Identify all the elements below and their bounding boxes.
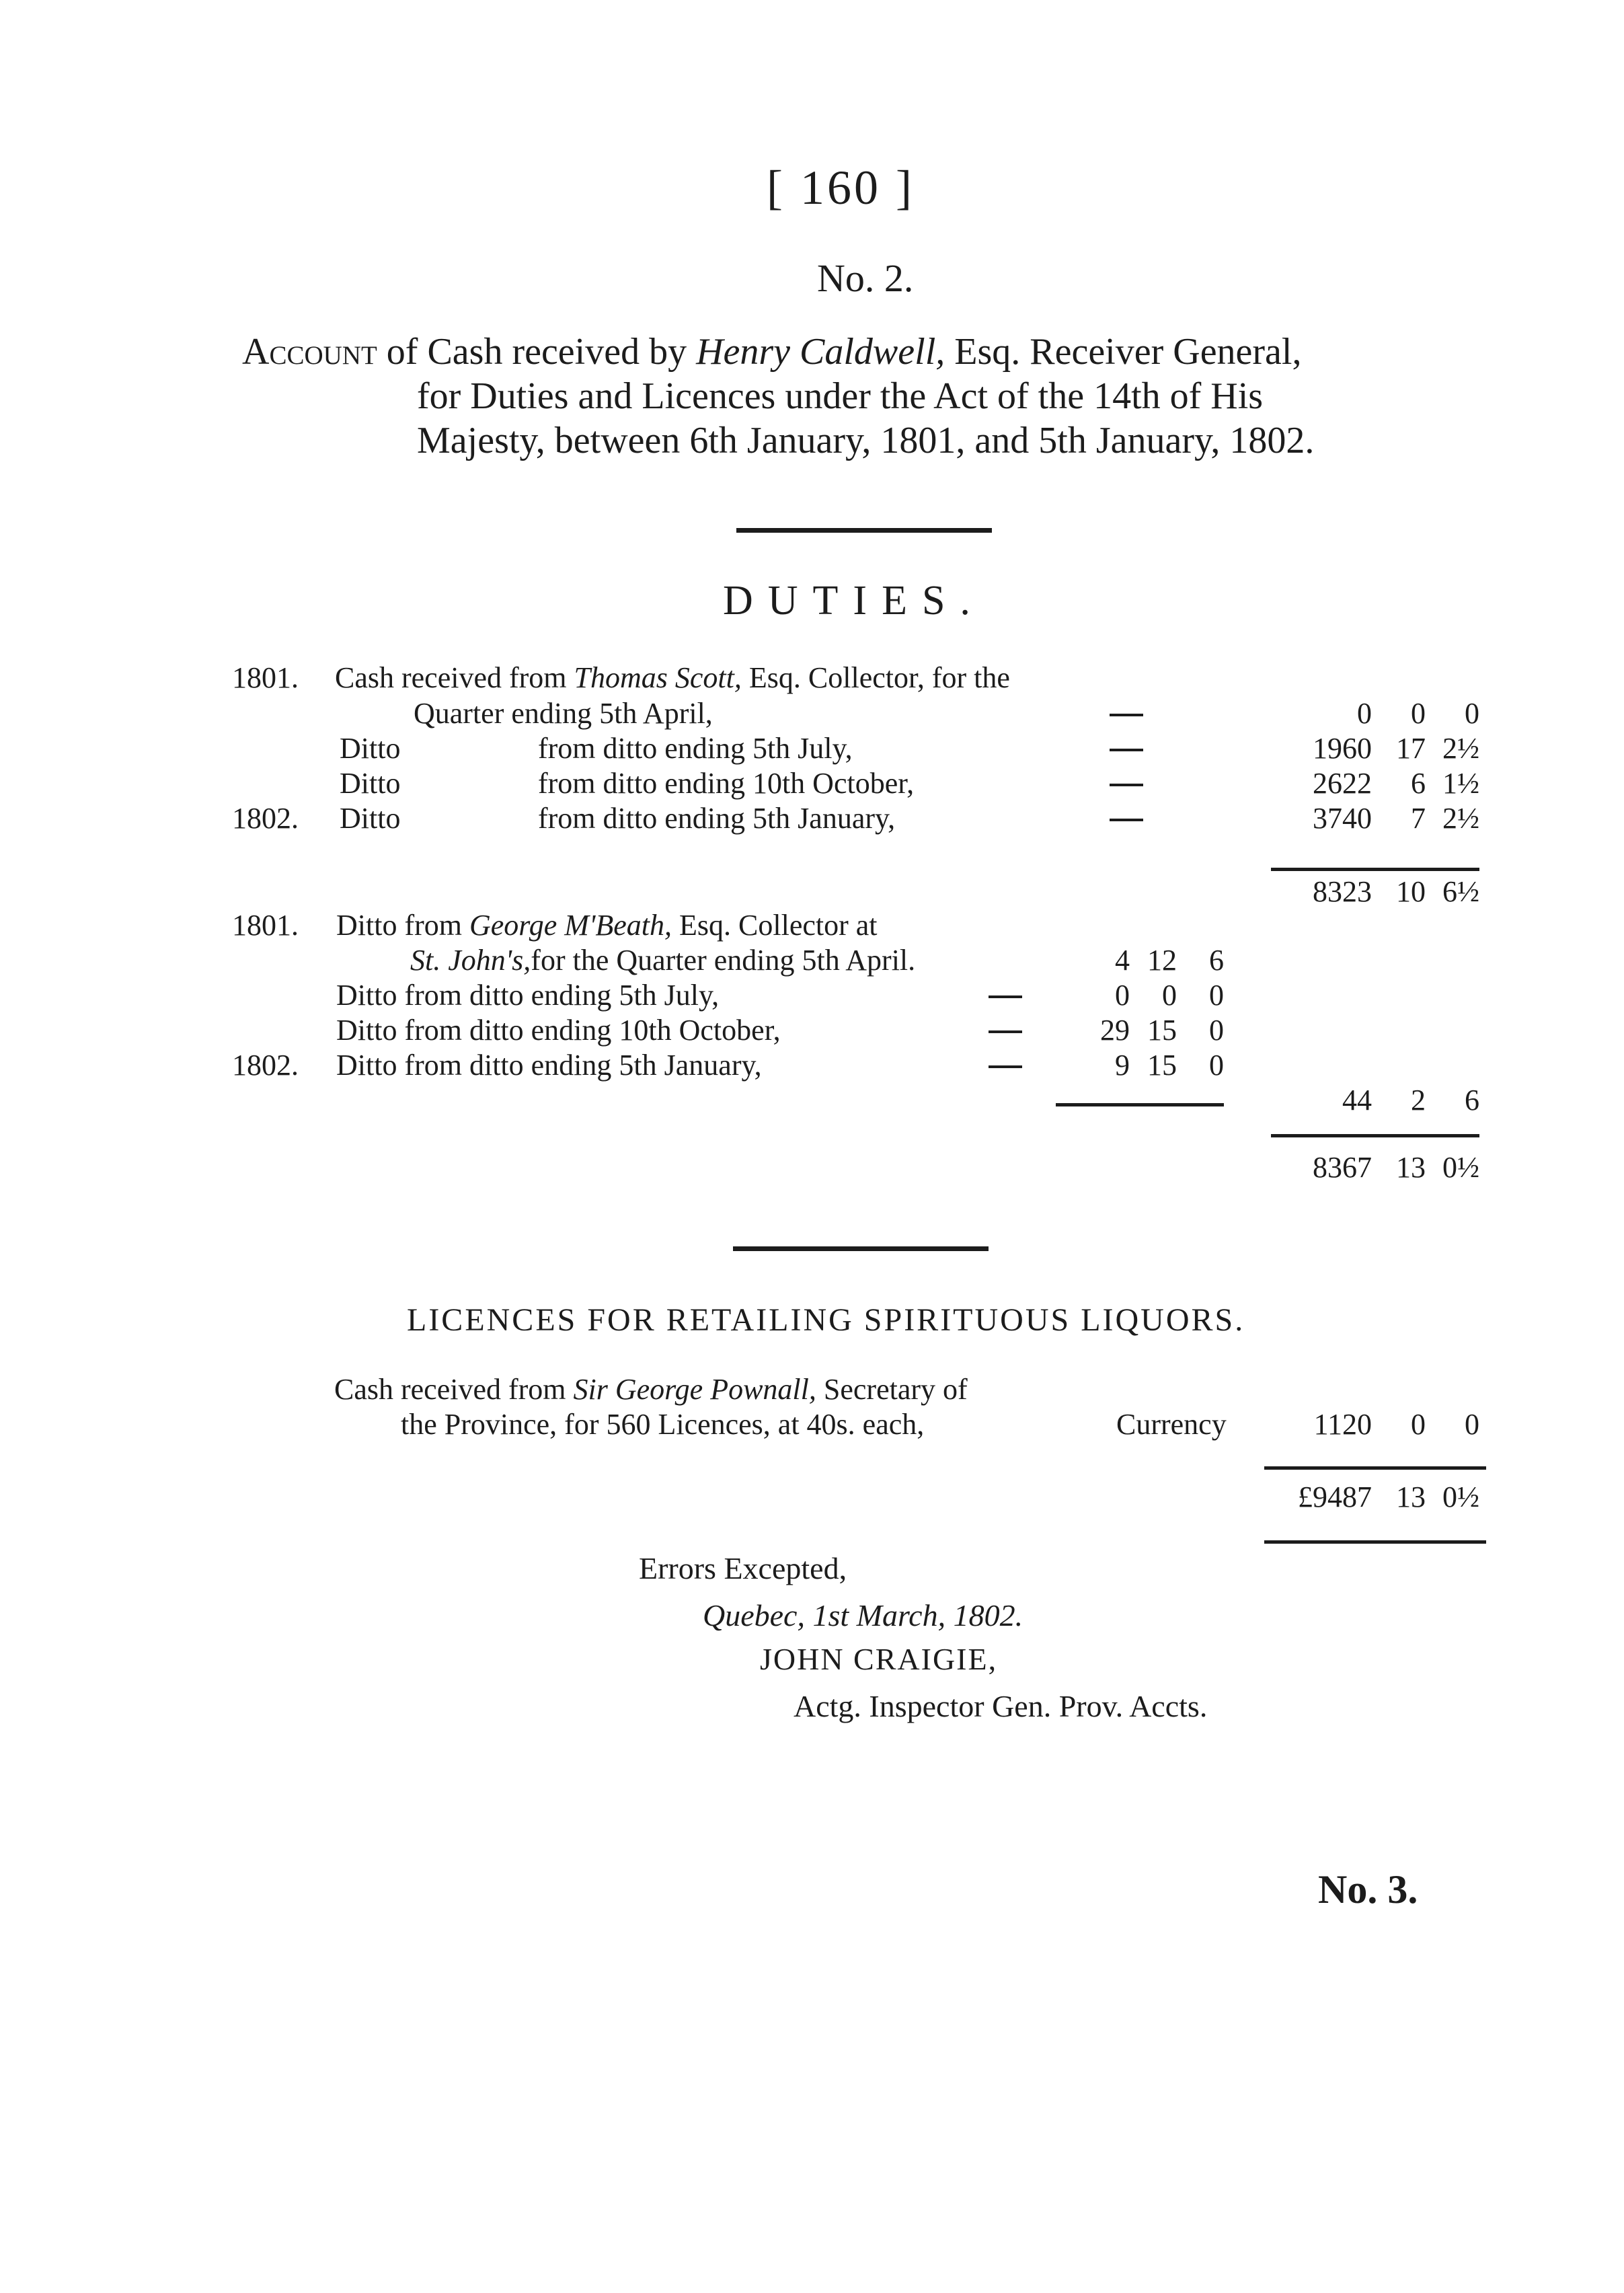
ditto-label: Ditto from ditto ending 10th October, — [336, 1014, 781, 1047]
mcbeath-amount-pounds: 9 — [1115, 1049, 1130, 1082]
licences-amount-pounds: 1120 — [1313, 1408, 1372, 1441]
period-label: from ditto ending 5th January, — [538, 802, 896, 835]
scott-subtotal-shillings: 10 — [1396, 875, 1426, 908]
currency-label: Currency — [1116, 1408, 1227, 1441]
scott-total-pence: 2½ — [1442, 802, 1479, 835]
grand-total-rule-bottom — [1264, 1540, 1486, 1544]
scott-total-shillings: 17 — [1396, 732, 1426, 765]
scott-total-pounds: 1960 — [1313, 732, 1372, 765]
ditto-label: Ditto from ditto ending 5th January, — [336, 1049, 762, 1082]
mcbeath-amount-pence: 0 — [1209, 979, 1224, 1012]
page-number: [ 160 ] — [767, 161, 915, 215]
signatory-title: Actg. Inspector Gen. Prov. Accts. — [794, 1689, 1208, 1723]
place-name: St. John's, — [410, 944, 531, 977]
duties-total-rule — [1271, 1134, 1479, 1137]
title-line-2: for Duties and Licences under the Act of the 14th of His — [417, 375, 1264, 417]
scott-total-shillings: 0 — [1411, 697, 1426, 730]
next-document-number: No. 3. — [1318, 1867, 1418, 1912]
scott-total-pounds: 2622 — [1313, 767, 1372, 800]
ditto-label: Ditto from ditto ending 5th July, — [336, 979, 720, 1012]
receiver-name: Henry Caldwell, — [696, 331, 945, 373]
mcbeath-amount-pounds: 29 — [1100, 1014, 1130, 1047]
scott-sum-rule — [1271, 868, 1479, 871]
mcbeath-amount-pence: 0 — [1209, 1049, 1224, 1082]
mcbeath-subtotal-pence: 6 — [1465, 1084, 1479, 1117]
quarter-label: Quarter ending 5th April, — [414, 697, 713, 730]
year-label: 1802. — [232, 1049, 299, 1082]
ditto-label: Ditto — [340, 732, 401, 765]
signatory-name: JOHN CRAIGIE, — [760, 1642, 998, 1676]
title-prefix: Account — [242, 331, 377, 373]
account-title — [242, 330, 1506, 463]
grand-total-shillings: 13 — [1396, 1480, 1426, 1513]
mcbeath-intro: Ditto from George M'Beath, Esq. Collector at — [336, 909, 878, 942]
mcbeath-amount-pence: 0 — [1209, 1014, 1224, 1047]
ditto-label: Ditto — [340, 767, 401, 800]
mcbeath-amount-shillings: 15 — [1147, 1049, 1177, 1082]
collector-name: Thomas Scott, — [574, 661, 742, 694]
mcbeath-amount-pounds: 0 — [1115, 979, 1130, 1012]
scott-total-shillings: 6 — [1411, 767, 1426, 800]
title-suffix: Esq. Receiver General, — [945, 331, 1302, 373]
mcbeath-amount-pence: 6 — [1209, 944, 1224, 977]
dash-mark — [1110, 784, 1143, 786]
document-number: No. 2. — [817, 256, 914, 300]
licences-heading: LICENCES FOR RETAILING SPIRITUOUS LIQUORS. — [407, 1302, 1245, 1338]
ditto-label: Ditto — [340, 802, 401, 835]
scott-intro: Cash received from Thomas Scott, Esq. Collector, for the — [335, 661, 1010, 694]
mcbeath-sum-rule — [1056, 1103, 1224, 1106]
dash-mark — [1110, 749, 1143, 751]
scott-total-pence: 0 — [1465, 697, 1479, 730]
licences-line-2: the Province, for 560 Licences, at 40s. each, — [401, 1408, 925, 1441]
scott-subtotal-pounds: 8323 — [1313, 875, 1372, 908]
duties-total-pounds: 8367 — [1313, 1151, 1372, 1184]
errors-excepted: Errors Excepted, — [639, 1551, 847, 1585]
year-label: 1802. — [232, 802, 299, 835]
grand-total-pounds: £9487 — [1298, 1480, 1372, 1513]
mcbeath-subtotal-shillings: 2 — [1411, 1084, 1426, 1117]
period-label: from ditto ending 10th October, — [538, 767, 915, 800]
collector-name: George M'Beath, — [469, 909, 672, 942]
place-date: Quebec, 1st March, 1802. — [703, 1598, 1023, 1632]
scott-total-pounds: 3740 — [1313, 802, 1372, 835]
divider-rule-1 — [736, 528, 992, 533]
mcbeath-amount-shillings: 15 — [1147, 1014, 1177, 1047]
mcbeath-amount-shillings: 0 — [1162, 979, 1177, 1012]
licences-line-1: Cash received from Sir George Pownall, Secretary of — [334, 1373, 968, 1406]
scott-total-pounds: 0 — [1357, 697, 1372, 730]
mcbeath-amount-shillings: 12 — [1147, 944, 1177, 977]
scott-subtotal-pence: 6½ — [1442, 875, 1479, 908]
grand-total-pence: 0½ — [1442, 1480, 1479, 1513]
scott-total-pence: 2½ — [1442, 732, 1479, 765]
period-label: from ditto ending 5th July, — [538, 732, 853, 765]
title-line-1 — [242, 330, 1506, 374]
duties-total-shillings: 13 — [1396, 1151, 1426, 1184]
grand-total-rule-top — [1264, 1466, 1486, 1470]
dash-mark — [1110, 819, 1143, 821]
licences-amount-pence: 0 — [1465, 1408, 1479, 1441]
licences-amount-shillings: 0 — [1411, 1408, 1426, 1441]
mcbeath-place-line: St. John's,for the Quarter ending 5th April. — [410, 944, 916, 977]
mcbeath-subtotal-pounds: 44 — [1342, 1084, 1372, 1117]
year-label: 1801. — [232, 661, 299, 694]
title-middle: of Cash received by — [377, 331, 697, 373]
mcbeath-amount-pounds: 4 — [1115, 944, 1130, 977]
duties-heading: DUTIES. — [723, 578, 985, 624]
divider-rule-2 — [733, 1246, 989, 1251]
year-label: 1801. — [232, 909, 299, 942]
secretary-name: Sir George Pownall, — [573, 1373, 816, 1406]
duties-total-pence: 0½ — [1442, 1151, 1479, 1184]
scott-total-shillings: 7 — [1411, 802, 1426, 835]
title-line-3: Majesty, between 6th January, 1801, and 5th January, 1802. — [417, 420, 1315, 461]
scott-total-pence: 1½ — [1442, 767, 1479, 800]
dash-mark — [1110, 714, 1143, 716]
